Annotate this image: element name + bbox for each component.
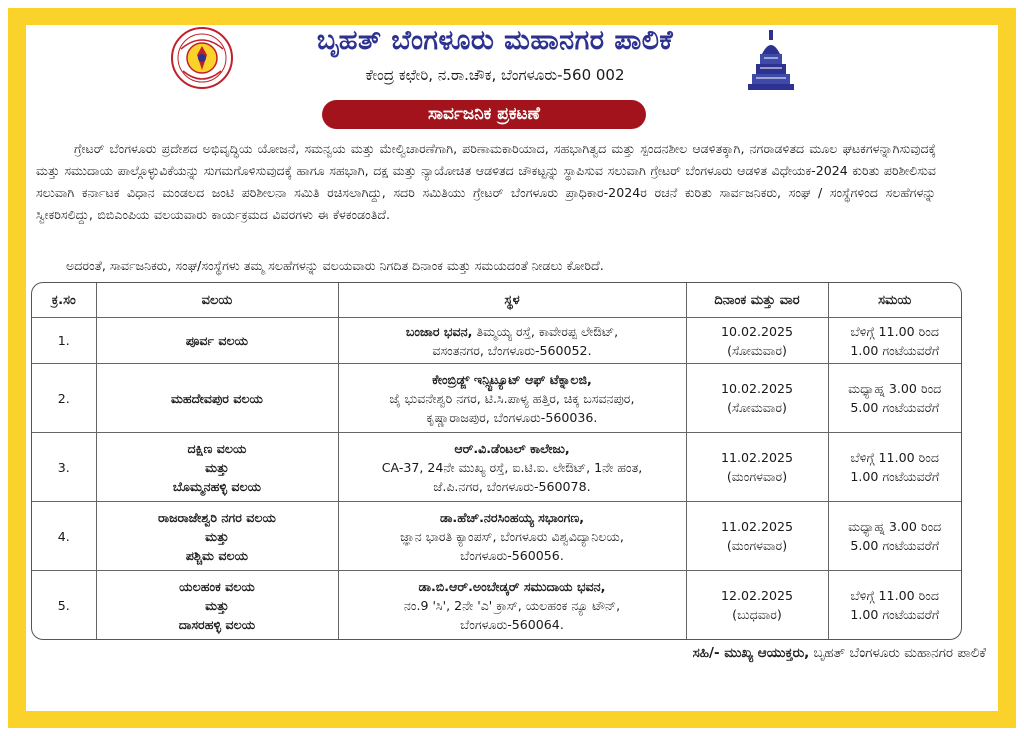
cell-time [828, 364, 961, 433]
cell-serial [32, 364, 96, 433]
venue-address-line: ಬೆಂಗಳೂರು-560056. [460, 547, 564, 563]
event-date: 11.02.2025 [720, 519, 794, 535]
venue-name: ಕೇಂಬ್ರಿಡ್ಜ್ ಇನ್ಸ್ಟಿಟ್ಯೂಟ್ ಆಫ್ ಟೆಕ್ನಾಲಜಿ, [432, 371, 592, 387]
cell-zone [96, 364, 338, 433]
zone-line: ದಾಸರಹಳ್ಳಿ ವಲಯ [178, 616, 256, 632]
cell-date [686, 502, 828, 571]
header-zone: ವಲಯ [96, 283, 338, 318]
table-row [32, 571, 961, 639]
notice-request-line: ಅದರಂತೆ, ಸಾರ್ವಜನಿಕರು, ಸಂಘ/ಸಂಸ್ಥೆಗಳು ತಮ್ಮ ಸಲಹೆಗಳನ್ನು ವಲಯವಾರು ನಿಗದಿತ ದಿನಾಂಕ ಮತ್ತು ಸಮಯದಂತೆ ನೀಡಲು ಕೋರಿದೆ. [66, 258, 604, 273]
time-line: 5.00 ಗಂಟೆಯವರೆಗೆ [850, 400, 940, 416]
table-row [32, 433, 961, 502]
cell-date [686, 571, 828, 639]
venue-address-line: ಜ್ಞಾನ ಭಾರತಿ ಕ್ಯಾಂಪಸ್, ಬೆಂಗಳೂರು ವಿಶ್ವವಿದ್ಯಾನಿಲಯ, [400, 528, 624, 544]
cell-time [828, 433, 961, 502]
cell-place [338, 502, 686, 571]
time-line: 5.00 ಗಂಟೆಯವರೆಗೆ [850, 538, 940, 554]
zone-line: ಮತ್ತು [205, 459, 229, 475]
time-line: ಬೆಳಿಗ್ಗೆ 11.00 ರಿಂದ [850, 323, 939, 339]
header-serial: ಕ್ರ.ಸಂ [32, 283, 96, 318]
signature-line [693, 645, 986, 661]
cell-time [828, 571, 961, 639]
zone-line: ಪೂರ್ವ ವಲಯ [185, 333, 249, 349]
cell-zone [96, 502, 338, 571]
table-row [32, 364, 961, 433]
cell-place [338, 571, 686, 639]
header-place: ಸ್ಥಳ [338, 283, 686, 318]
event-date: 10.02.2025 [720, 323, 794, 339]
serial-number: 1. [57, 333, 70, 349]
zone-line: ದಕ್ಷಿಣ ವಲಯ [187, 440, 247, 456]
time-line: ಬೆಳಿಗ್ಗೆ 11.00 ರಿಂದ [850, 450, 939, 466]
zone-line: ರಾಜರಾಜೇಶ್ವರಿ ನಗರ ವಲಯ [157, 509, 277, 525]
table-row [32, 318, 961, 364]
zone-line: ಮತ್ತು [205, 597, 229, 613]
header-time: ಸಮಯ [828, 283, 961, 318]
cell-serial [32, 502, 96, 571]
venue-name: ಡಾ.ಬಿ.ಆರ್.ಅಂಬೇಡ್ಕರ್ ಸಮುದಾಯ ಭವನ, [418, 578, 606, 594]
time-line: 1.00 ಗಂಟೆಯವರೆಗೆ [850, 469, 940, 485]
event-date: 11.02.2025 [720, 450, 794, 466]
cell-zone [96, 433, 338, 502]
time-line: 1.00 ಗಂಟೆಯವರೆಗೆ [850, 607, 940, 623]
venue-address-line: ಜೈ ಭುವನೇಶ್ವರಿ ನಗರ, ಟಿ.ಸಿ.ಪಾಳ್ಯ ಹತ್ತಿರ, ಚಿಕ್ಕ ಬಸವನಪುರ, [389, 390, 635, 406]
office-address: ಕೇಂದ್ರ ಕಛೇರಿ, ನ.ರಾ.ಚೌಕ, ಬೆಂಗಳೂರು-560 002 [365, 66, 625, 84]
signature-bold: ಸಹಿ/- ಮುಖ್ಯ ಆಯುಕ್ತರು, [692, 645, 810, 661]
schedule-table [31, 282, 962, 640]
cell-date [686, 364, 828, 433]
time-line: 1.00 ಗಂಟೆಯವರೆಗೆ [850, 342, 940, 358]
signature-org: ಬೃಹತ್ ಬೆಂಗಳೂರು ಮಹಾನಗರ ಪಾಲಿಕೆ [813, 645, 986, 661]
page-title: ಬೃಹತ್ ಬೆಂಗಳೂರು ಮಹಾನಗರ ಪಾಲಿಕೆ [316, 25, 674, 56]
cell-zone [96, 571, 338, 639]
cell-zone [96, 318, 338, 364]
event-day: (ಸೋಮವಾರ) [727, 400, 787, 416]
serial-number: 3. [57, 459, 70, 475]
header-date: ದಿನಾಂಕ ಮತ್ತು ವಾರ [686, 283, 828, 318]
venue-address-line: ತಿಮ್ಮಯ್ಯ ರಸ್ತೆ, ಕಾವೇರಪ್ಪ ಲೇಔಟ್, [476, 323, 619, 339]
venue-name: ಡಾ.ಹೆಚ್.ನರಸಿಂಹಯ್ಯ ಸಭಾಂಗಣ, [439, 509, 585, 525]
cell-date [686, 433, 828, 502]
zone-line: ಯಲಹಂಕ ವಲಯ [179, 578, 255, 594]
event-day: (ಮಂಗಳವಾರ) [726, 538, 788, 554]
cell-place [338, 318, 686, 364]
time-line: ಮಧ್ಯಾಹ್ನ 3.00 ರಿಂದ [848, 381, 942, 397]
zone-line: ಮಹದೇವಪುರ ವಲಯ [170, 390, 264, 406]
serial-number: 2. [57, 390, 70, 406]
zone-line: ಬೊಮ್ಮನಹಳ್ಳಿ ವಲಯ [172, 478, 262, 494]
cell-time [828, 502, 961, 571]
table-header-row [32, 283, 961, 318]
venue-address-line: ಬೆಂಗಳೂರು-560064. [460, 616, 564, 632]
zone-line: ಪಶ್ಚಿಮ ವಲಯ [185, 547, 249, 563]
cell-serial [32, 571, 96, 639]
venue-address-line: ನಂ.9 'ಸಿ', 2ನೇ 'ಎ' ಕ್ರಾಸ್, ಯಲಹಂಕ ನ್ಯೂ ಟೌನ್, [403, 597, 621, 613]
notice-paragraph: ಗ್ರೇಟರ್ ಬೆಂಗಳೂರು ಪ್ರದೇಶದ ಅಭಿವೃದ್ಧಿಯ ಯೋಜನೆ, ಸಮನ್ವಯ ಮತ್ತು ಮೇಲ್ವಿಚಾರಣೆಗಾಗಿ, ಪರಿಣಾಮಕಾರಿಯಾದ, ಸಹಭಾಗಿತ್ವದ ಮತ್ತು ಸ್ಪಂದನಶೀಲ ಆಡಳಿತಕ್ಕಾಗಿ, ನಗರಾಡಳಿತದ ಮೂಲ ಘಟಕಗಳನ್ನಾಗಿಸುವುದಕ್ಕೆ ಮತ್ತು ಸಮುದಾಯ ಪಾಲ್ಗೊಳ್ಳುವಿಕೆಯನ್ನು ಸುಗಮಗೊಳಿಸುವುದಕ್ಕೆ ಹಾಗೂ ಸಹಭಾಗಿ, ದಕ್ಷ ಮತ್ತು ನ್ಯಾಯೋಚಿತ ಆಡಳಿತದ ಚೌಕಟ್ಟನ್ನು ಸ್ಥಾಪಿಸುವ ಸಲುವಾಗಿ ಗ್ರೇಟರ್ ಬೆಂಗಳೂರು ಆಡಳಿತ ವಿಧೇಯಕ-2024 ಕುರಿತು ಪರಿಶೀಲಿಸುವ ಸಲುವಾಗಿ ಕರ್ನಾಟಕ ವಿಧಾನ ಮಂಡಲದ ಜಂಟಿ ಪರಿಶೀಲನಾ ಸಮಿತಿ ರಚಿಸಲಾಗಿದ್ದು, ಸದರಿ ಸಮಿತಿಯು ಗ್ರೇಟರ್ ಬೆಂಗಳೂರು ಪ್ರಾಧಿಕಾರ-2024ರ ರಚನೆ ಕುರಿತು ಸಾರ್ವಜನಿಕರು, ಸಂಘ / ಸಂಸ್ಥೆಗಳಿಂದ ಸಲಹೆಗಳನ್ನು ಸ್ವೀಕರಿಸಲಿದ್ದು, ಬಿಬಿಎಂಪಿಯ ವಲಯವಾರು ಕಾರ್ಯಕ್ರಮದ ವಿವರಗಳು ಈ ಕೆಳಕಂಡಂತಿದೆ. [36, 141, 936, 222]
venue-address-line: ಕೃಷ್ಣಾರಾಜಪುರ, ಬೆಂಗಳೂರು-560036. [426, 409, 598, 425]
venue-address-line: ಜೆ.ಪಿ.ನಗರ, ಬೆಂಗಳೂರು-560078. [433, 478, 591, 494]
table-row [32, 502, 961, 571]
temple-tower-icon [742, 28, 800, 92]
venue-address-line: ವಸಂತನಗರ, ಬೆಂಗಳೂರು-560052. [432, 342, 592, 358]
public-notice-banner: ಸಾರ್ವಜನಿಕ ಪ್ರಕಟಣೆ [322, 100, 646, 129]
cell-serial [32, 318, 96, 364]
serial-number: 4. [57, 528, 70, 544]
event-date: 12.02.2025 [720, 588, 794, 604]
time-line: ಬೆಳಿಗ್ಗೆ 11.00 ರಿಂದ [850, 588, 939, 604]
zone-line: ಮತ್ತು [205, 528, 229, 544]
venue-name: ಆರ್.ವಿ.ಡೆಂಟಲ್ ಕಾಲೇಜು, [454, 440, 570, 456]
venue-name: ಬಂಜಾರ ಭವನ, [405, 323, 473, 339]
event-day: (ಮಂಗಳವಾರ) [726, 469, 788, 485]
event-day: (ಸೋಮವಾರ) [727, 342, 787, 358]
cell-time [828, 318, 961, 364]
event-day: (ಬುಧವಾರ) [732, 607, 782, 623]
cell-serial [32, 433, 96, 502]
serial-number: 5. [57, 597, 70, 613]
event-date: 10.02.2025 [720, 381, 794, 397]
cell-place [338, 433, 686, 502]
cell-date [686, 318, 828, 364]
bbmp-emblem-icon [171, 27, 233, 89]
cell-place [338, 364, 686, 433]
time-line: ಮಧ್ಯಾಹ್ನ 3.00 ರಿಂದ [848, 519, 942, 535]
venue-address-line: CA-37, 24ನೇ ಮುಖ್ಯ ರಸ್ತೆ, ಐ.ಟಿ.ಐ. ಲೇಔಟ್, 1ನೇ ಹಂತ, [381, 459, 643, 475]
